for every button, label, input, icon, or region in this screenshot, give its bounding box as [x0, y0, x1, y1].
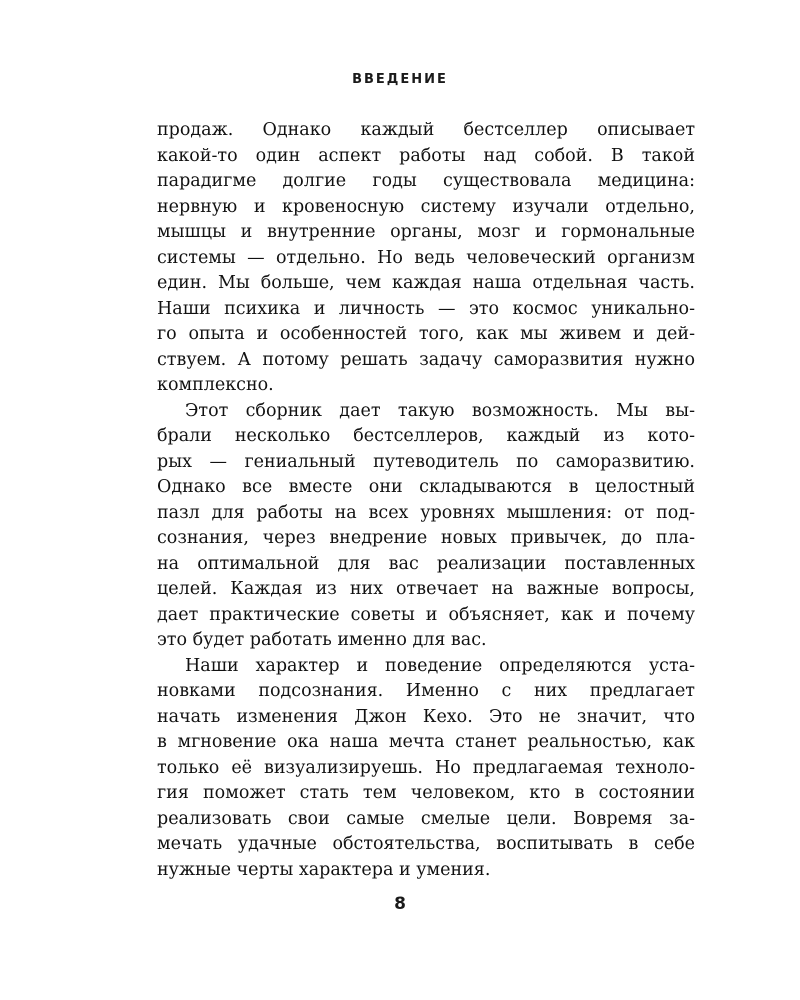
text-line: дает практические советы и объясняет, как и почему [157, 604, 695, 625]
page-number: 8 [394, 894, 406, 914]
text-line: Наши характер и поведение определяются уста- [185, 655, 695, 676]
text-line: в мгновение ока наша мечта станет реальностью, как [157, 732, 695, 752]
text-line: гия поможет стать тем человеком, кто в состоянии [157, 783, 695, 803]
text-line: только её визуализируешь. Но предлагаемая техноло- [157, 757, 695, 778]
paragraph-1 [157, 118, 695, 399]
text-line: Однако все вместе они складываются в целостный [157, 477, 695, 497]
text-line: парадигме долгие годы существовала медицина: [157, 171, 695, 191]
text-line: пазл для работы на всех уровнях мышления: от под- [157, 502, 695, 523]
text-line: рых — гениальный путеводитель по саморазвитию. [157, 451, 695, 472]
text-line: новками подсознания. Именно с них предлагает [157, 681, 695, 701]
text-line: на оптимальной для вас реализации поставленных [157, 553, 695, 574]
paragraph-2 [157, 399, 695, 654]
text-line: Этот сборник дает такую возможность. Мы вы- [185, 400, 695, 421]
text-line: комплексно. [157, 375, 274, 395]
text-line: сознания, через внедрение новых привычек, до пла- [157, 528, 695, 548]
text-line: реализовать свои самые смелые цели. Вовремя за- [157, 808, 695, 829]
text-line: брали несколько бестселлеров, каждый из кото- [157, 426, 695, 446]
text-line: го опыта и особенностей того, как мы живем и дей- [157, 324, 695, 344]
running-head: ВВЕДЕНИЕ [352, 72, 448, 87]
body-text [157, 118, 695, 883]
text-line: системы — отдельно. Но ведь человеческий организм [157, 247, 695, 268]
text-line: мечать удачные обстоятельства, воспитывать в себе [157, 834, 695, 854]
text-line: какой-то один аспект работы над собой. В такой [157, 145, 695, 166]
text-line: мышцы и внутренние органы, мозг и гормональные [157, 222, 695, 242]
text-line: Наши психика и личность — это космос уникально- [157, 298, 695, 319]
text-line: ствуем. А потому решать задачу саморазвития нужно [157, 349, 695, 370]
text-line: нужные черты характера и умения. [157, 859, 491, 880]
text-line: целей. Каждая из них отвечает на важные вопросы, [157, 579, 695, 599]
paragraph-3 [157, 654, 695, 884]
text-line: начать изменения Джон Кехо. Это не значит, что [157, 706, 695, 727]
text-line: продаж. Однако каждый бестселлер описывает [157, 120, 695, 140]
text-line: это будет работать именно для вас. [157, 630, 487, 650]
text-line: нервную и кровеносную систему изучали отдельно, [157, 196, 695, 217]
text-line: един. Мы больше, чем каждая наша отдельная часть. [157, 273, 695, 293]
